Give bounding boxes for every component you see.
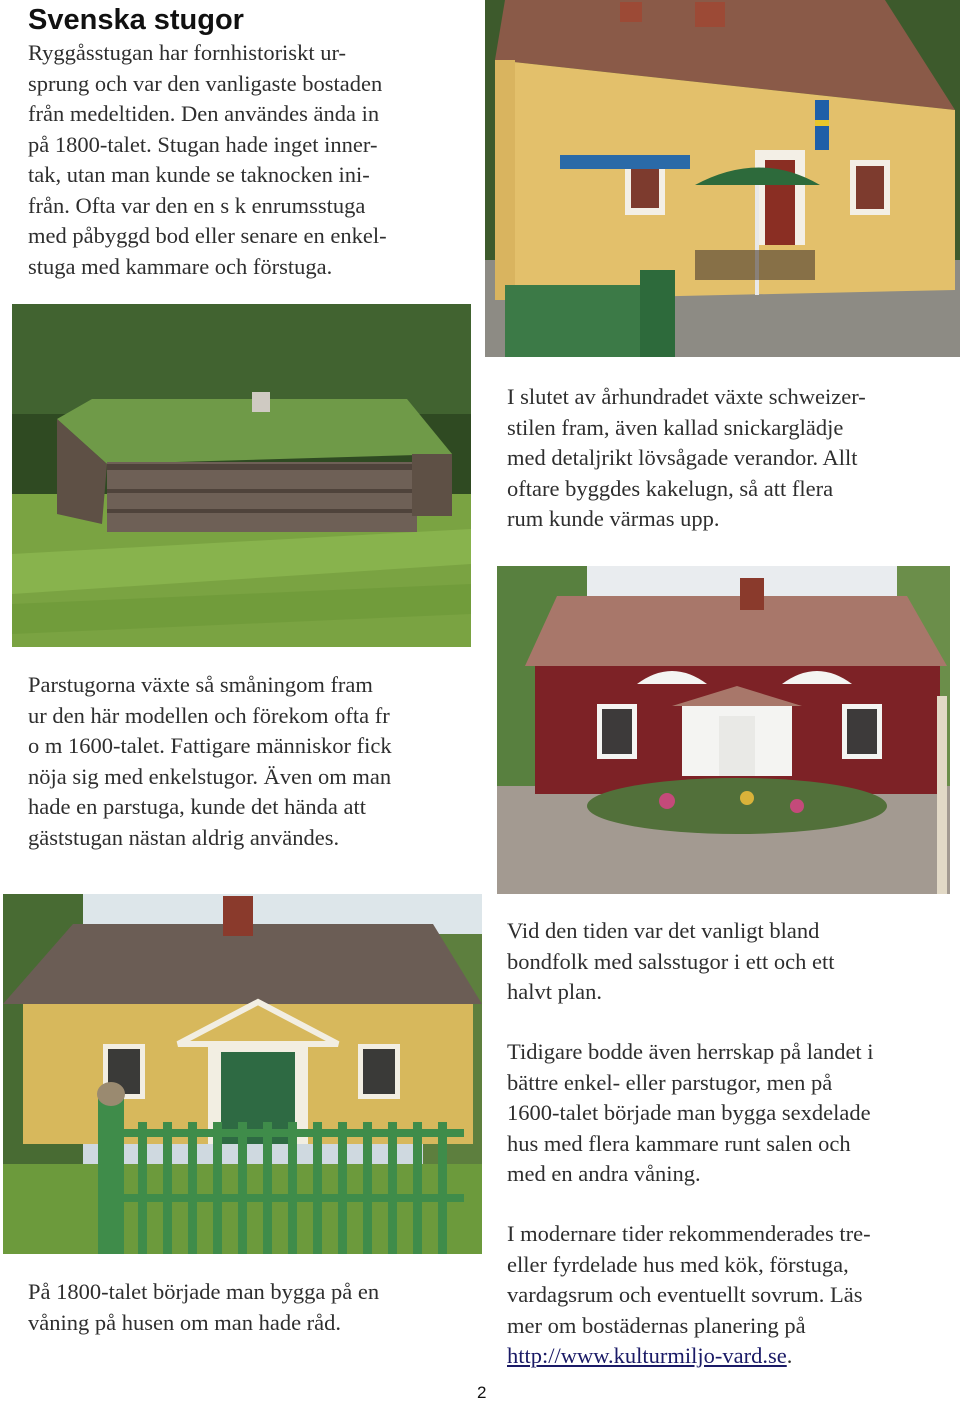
intro-paragraph: Ryggåsstugan har fornhistoriskt ur- sprung och var den vanligaste bostaden från medeltiden. Den användes ända in på 1800-talet. Stugan hade inget inner- tak, utan man kunde se taknocken ini- från. Ofta var den en s k enrumsstuga med påbyggd bod eller senare en enkel- stuga med kammare och förstuga.: [28, 40, 387, 279]
photo-yellow-house-green-fence: [3, 894, 482, 1254]
salsstugor-paragraph: Vid den tiden var det vanligt bland bondfolk med salsstugor i ett och ett halvt plan.: [507, 918, 835, 1004]
parstugor-paragraph: Parstugorna växte så småningom fram ur den här modellen och förekom ofta fr o m 1600-talet. Fattigare människor fick nöja sig med enkelstugor. Även om man hade en parstuga, kunde det hända att gäststugan nästan aldrig användes.: [28, 672, 392, 850]
photo-yellow-cafe-house: [485, 0, 960, 357]
photo-grass-roof-cabin: [12, 304, 471, 647]
page-title: Svenska stugor: [28, 4, 244, 36]
kulturmiljo-link[interactable]: http://www.kulturmiljo-vard.se: [507, 1343, 787, 1368]
schweizer-paragraph: I slutet av århundradet växte schweizer- stilen fram, även kallad snickarglädje med detaljrikt lövsågade verandor. Allt oftare byggdes kakelugn, så att flera rum kunde värmas upp.: [507, 384, 866, 531]
modern-end: .: [786, 1343, 793, 1368]
modern-text: I modernare tider rekommenderades tre- eller fyrdelade hus med kök, förstuga, vardagsrum och eventuellt sovrum. Läs mer om bostädernas planering på: [507, 1221, 871, 1338]
herrskap-paragraph: Tidigare bodde även herrskap på landet i bättre enkel- eller parstugor, men på 1600-talet började man bygga sexdelade hus med flera kammare runt salen och med en andra våning.: [507, 1039, 874, 1186]
modern-paragraph: [507, 1219, 952, 1372]
photo-red-house-veranda: [497, 566, 950, 894]
vaning-paragraph: På 1800-talet började man bygga på en våning på husen om man hade råd.: [28, 1279, 380, 1335]
page-number: 2: [477, 1383, 487, 1402]
